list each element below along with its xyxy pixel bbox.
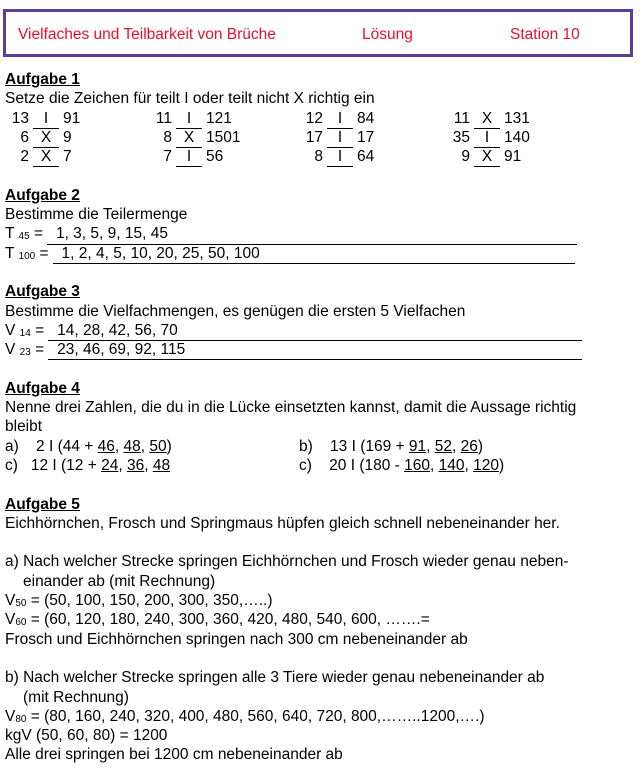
multiple-set-23-answer: 23, 46, 69, 92, 115 (48, 340, 582, 360)
station-label: Station 10 (510, 26, 580, 43)
divisibility-item (446, 147, 521, 167)
divisor-set-45: T $_{45}$ = 1, 3, 5, 9, 15, 45 (5, 224, 637, 243)
task-5a-question-line2: einander ab (mit Rechnung) (23, 572, 216, 590)
task-4-c: c) 12 I (12 + 24, 36, 48 (5, 456, 171, 474)
answer-number: 50 (149, 437, 167, 455)
task-1-title: Aufgabe 1 (5, 71, 80, 88)
divisibility-item (299, 109, 374, 129)
task-1-instruction: Setze die Zeichen für teilt I oder teilt nicht X richtig ein (5, 90, 375, 108)
answer-number: 120 (473, 456, 499, 474)
divisibility-item (5, 109, 80, 129)
task-2-instruction: Bestimme die Teilermenge (5, 206, 188, 224)
divisibility-mark: I (176, 109, 202, 129)
divisor-set-45-answer: 1, 3, 5, 9, 15, 45 (47, 224, 577, 244)
divisibility-mark: X (474, 147, 500, 167)
task-4-b-answers: 91, 52, 26 (408, 437, 478, 455)
divisibility-item (148, 128, 240, 148)
task-1-row (5, 147, 637, 166)
answer-number: 36 (126, 456, 145, 474)
divisibility-item (299, 128, 374, 148)
divisibility-mark: X (33, 147, 59, 167)
divisor-number: 17 (305, 128, 323, 146)
answer-number: 91 (408, 437, 427, 455)
multiple-set-23: V $_{23}$ = 23, 46, 69, 92, 115 (5, 340, 637, 359)
multiples-60: $V_{60} = (60$, 120, 180, 240, 300, 360, 420, 480, 540, 600, …….= (5, 611, 430, 629)
task-4-a: a) 2 I (44 + 46, 48, 50) (5, 437, 172, 455)
dividend-number: 7 (63, 148, 72, 166)
answer-number: 48 (123, 437, 141, 455)
divisor-number: 13 (11, 109, 29, 127)
solution-label: Lösung (362, 26, 413, 43)
header-box (3, 9, 633, 57)
task-3-title: Aufgabe 3 (5, 283, 80, 301)
divisibility-mark: I (33, 109, 59, 129)
task-1-grid (5, 109, 637, 167)
divisibility-mark: X (33, 128, 59, 148)
divisibility-item (5, 128, 72, 148)
divisibility-item (148, 147, 223, 167)
task-4-row-1 (5, 437, 637, 456)
divisibility-item (446, 109, 530, 129)
divisor-number: 6 (20, 128, 29, 146)
divisor-number: 9 (461, 148, 470, 166)
dividend-number: 64 (357, 148, 375, 166)
dividend-number: 84 (357, 109, 375, 127)
divisor-set-100-answer: 1, 2, 4, 5, 10, 20, 25, 50, 100 (53, 244, 575, 264)
answer-number: 160 (404, 456, 430, 474)
answer-number: 26 (460, 437, 478, 455)
task-4-title: Aufgabe 4 (5, 379, 80, 397)
task-2-title: Aufgabe 2 (5, 186, 80, 204)
divisibility-mark: X (176, 128, 202, 148)
lcm-result: kgV (50, 60, 80) = 1200 (5, 727, 168, 745)
multiple-set-14-answer: 14, 28, 42, 56, 70 (48, 321, 582, 341)
divisor-number: 7 (163, 148, 172, 166)
divisibility-mark: I (176, 147, 202, 167)
task-1-row (5, 109, 637, 128)
task-3-instruction: Bestimme die Vielfachmengen, es genügen die ersten 5 Vielfachen (5, 302, 466, 320)
divisor-number: 8 (314, 148, 323, 166)
answer-number: 46 (97, 437, 115, 455)
task-5-intro: Eichhörnchen, Frosch und Springmaus hüpfen gleich schnell nebeneinander her. (5, 514, 560, 532)
divisibility-item (446, 128, 530, 148)
task-5a-question-line1: a) Nach welcher Strecke springen Eichhörnchen und Frosch wieder genau neben- (5, 553, 569, 571)
dividend-number: 131 (504, 109, 530, 127)
divisor-number: 11 (453, 109, 470, 127)
dividend-number: 1501 (206, 128, 241, 146)
divisibility-mark: I (327, 128, 353, 148)
dividend-number: 17 (357, 128, 375, 146)
divisibility-item (299, 147, 374, 167)
divisor-set-100: T $_{100}$ = 1, 2, 4, 5, 10, 20, 25, 50, 100 (5, 244, 637, 263)
dividend-number: 91 (63, 109, 81, 127)
task-4-a-answers: 46, 48, 50 (97, 437, 167, 455)
task-4-b: b) 13 I (169 + 91, 52, 26) (299, 437, 484, 455)
divisor-number: 2 (20, 148, 29, 166)
task-5a-answer: Frosch und Eichhörnchen springen nach 300 cm nebeneinander ab (5, 630, 468, 648)
answer-number: 48 (152, 456, 171, 474)
divisibility-mark: X (474, 109, 500, 129)
dividend-number: 91 (504, 148, 522, 166)
task-5b-question-line1: b) Nach welcher Strecke springen alle 3 Tiere wieder genau nebeneinander ab (5, 669, 545, 687)
answer-number: 52 (434, 437, 453, 455)
divisibility-item (148, 109, 232, 129)
task-4-c-answers: 24, 36, 48 (101, 456, 171, 474)
worksheet-body (5, 70, 637, 765)
dividend-number: 9 (63, 128, 72, 146)
dividend-number: 56 (206, 148, 224, 166)
task-1-row (5, 128, 637, 147)
task-4-c2-answers: 160, 140, 120 (404, 456, 499, 474)
task-4-row-2 (5, 456, 637, 475)
multiples-50: $V_{50} = (50$, 100, 150, 200, 300, 350,…..) (5, 592, 273, 610)
answer-number: 140 (438, 456, 465, 474)
dividend-number: 121 (206, 109, 232, 127)
task-4-instruction-line1: Nenne drei Zahlen, die du in die Lücke einsetzten kannst, damit die Aussage richtig (5, 399, 577, 417)
task-5-title: Aufgabe 5 (5, 495, 80, 513)
divisibility-mark: I (327, 147, 353, 167)
dividend-number: 140 (504, 128, 530, 146)
multiples-80: $V_{80} = (80$, 160, 240, 320, 400, 480, 560, 640, 720, 800,……..1200,….) (5, 707, 485, 725)
task-5b-answer: Alle drei springen bei 1200 cm nebeneinander ab (5, 746, 343, 764)
task-4-c2: c) 20 I (180 - 160, 140, 120) (299, 456, 505, 474)
divisor-number: 11 (155, 109, 172, 127)
divisibility-mark: I (327, 109, 353, 129)
divisor-number: 35 (452, 128, 470, 146)
divisibility-mark: I (474, 128, 500, 148)
worksheet-title: Vielfaches und Teilbarkeit von Brüche (18, 26, 276, 43)
divisibility-item (5, 147, 72, 167)
answer-number: 24 (101, 456, 119, 474)
multiple-set-14: V $_{14}$ = 14, 28, 42, 56, 70 (5, 321, 637, 340)
task-4-instruction-line2: bleibt (5, 418, 43, 436)
divisor-number: 12 (305, 109, 323, 127)
task-5b-question-line2: (mit Rechnung) (23, 688, 129, 706)
divisor-number: 8 (163, 128, 172, 146)
